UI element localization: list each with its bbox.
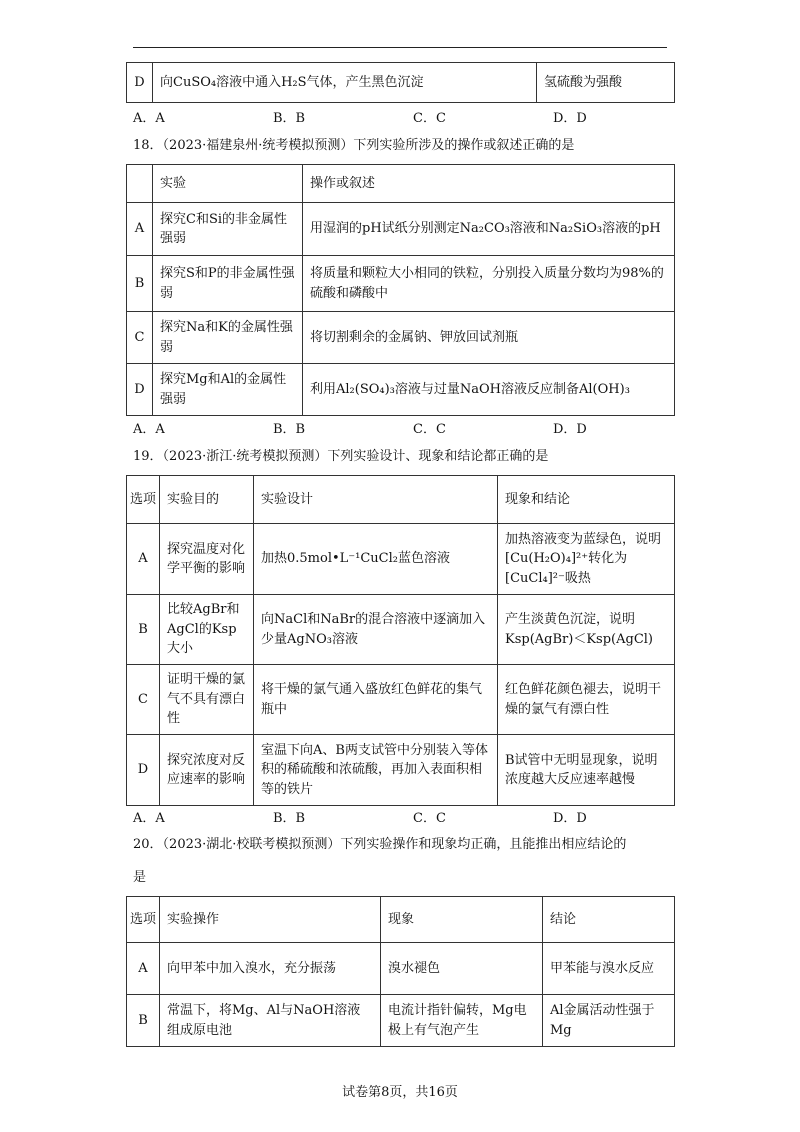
- design: 加热0.5mol•L⁻¹CuCl₂蓝色溶液: [254, 524, 498, 595]
- table-row: [127, 665, 675, 735]
- conclusion: 甲苯能与溴水反应: [543, 943, 675, 995]
- table-row: [127, 312, 675, 364]
- option-c[interactable]: C．C: [413, 811, 446, 826]
- purpose: 探究温度对化学平衡的影响: [160, 524, 254, 595]
- option-c[interactable]: C．C: [413, 422, 446, 437]
- option-b[interactable]: B．B: [273, 811, 306, 826]
- result: 产生淡黄色沉淀，说明Ksp(AgBr)＜Ksp(AgCl): [498, 595, 675, 665]
- option-b[interactable]: B．B: [273, 111, 306, 126]
- row-label: A: [127, 524, 160, 595]
- page-footer: 试卷第8页，共16页: [342, 1085, 458, 1100]
- design: 向NaCl和NaBr的混合溶液中逐滴加入少量AgNO₃溶液: [254, 595, 498, 665]
- purpose: 证明干燥的氯气不具有漂白性: [160, 665, 254, 735]
- header-design: 实验设计: [254, 476, 498, 524]
- option-a[interactable]: A．A: [133, 811, 165, 826]
- design: 室温下向A、B两支试管中分别装入等体积的稀硫酸和浓硫酸，再加入表面积相等的铁片: [254, 735, 498, 806]
- option-d[interactable]: D．D: [553, 422, 587, 437]
- table-row: [127, 364, 675, 416]
- row-label: D: [127, 63, 153, 103]
- operation: 利用Al₂(SO₄)₃溶液与过量NaOH溶液反应制备Al(OH)₃: [303, 364, 675, 416]
- operation: 将切割剩余的金属钠、钾放回试剂瓶: [303, 312, 675, 364]
- purpose: 比较AgBr和AgCl的Ksp大小: [160, 595, 254, 665]
- header-result: 现象和结论: [498, 476, 675, 524]
- table-header-row: [127, 897, 675, 943]
- operation: 用湿润的pH试纸分别测定Na₂CO₃溶液和Na₂SiO₃溶液的pH: [303, 203, 675, 256]
- operation: 向甲苯中加入溴水，充分振荡: [160, 943, 381, 995]
- header-conclusion: 结论: [543, 897, 675, 943]
- experiment: 探究Na和K的金属性强弱: [153, 312, 303, 364]
- header-phenomenon: 现象: [381, 897, 543, 943]
- table-row: [127, 943, 675, 995]
- table-row: [127, 524, 675, 595]
- table-row: [127, 203, 675, 256]
- result: B试管中无明显现象，说明浓度越大反应速率越慢: [498, 735, 675, 806]
- header-option: 选项: [127, 476, 160, 524]
- operation: 将质量和颗粒大小相同的铁粒，分别投入质量分数均为98%的硫酸和磷酸中: [303, 256, 675, 312]
- table-header-row: [127, 165, 675, 203]
- phenomenon: 电流计指针偏转，Mg电极上有气泡产生: [381, 995, 543, 1047]
- option-c[interactable]: C．C: [413, 111, 446, 126]
- table-row: [127, 735, 675, 806]
- conclusion: 氢硫酸为强酸: [537, 63, 675, 103]
- row-label: B: [127, 595, 160, 665]
- table-row: [127, 256, 675, 312]
- experiment-design: 向CuSO₄溶液中通入H₂S气体，产生黑色沉淀: [153, 63, 537, 103]
- row-label: A: [127, 203, 153, 256]
- row-label: A: [127, 943, 160, 995]
- experiment: 探究S和P的非金属性强弱: [153, 256, 303, 312]
- row-label: C: [127, 312, 153, 364]
- row-label: B: [127, 995, 160, 1047]
- purpose: 探究浓度对反应速率的影响: [160, 735, 254, 806]
- header-experiment: 实验: [153, 165, 303, 203]
- result: 红色鲜花颜色褪去，说明干燥的氯气有漂白性: [498, 665, 675, 735]
- header-operation: 操作或叙述: [303, 165, 675, 203]
- header-purpose: 实验目的: [160, 476, 254, 524]
- question-19-table: [126, 475, 675, 806]
- page-top-rule: [133, 47, 667, 48]
- row-label: D: [127, 735, 160, 806]
- header-operation: 实验操作: [160, 897, 381, 943]
- experiment: 探究C和Si的非金属性强弱: [153, 203, 303, 256]
- table-row: [127, 63, 675, 103]
- option-d[interactable]: D．D: [553, 811, 587, 826]
- header-blank: [127, 165, 153, 203]
- option-b[interactable]: B．B: [273, 422, 306, 437]
- table-header-row: [127, 476, 675, 524]
- option-a[interactable]: A．A: [133, 422, 165, 437]
- row-label: D: [127, 364, 153, 416]
- prev-question-table: [126, 62, 675, 103]
- operation: 常温下，将Mg、Al与NaOH溶液组成原电池: [160, 995, 381, 1047]
- row-label: C: [127, 665, 160, 735]
- result: 加热溶液变为蓝绿色，说明[Cu(H₂O)₄]²⁺转化为[CuCl₄]²⁻吸热: [498, 524, 675, 595]
- option-d[interactable]: D．D: [553, 111, 587, 126]
- question-20-stem: 20．（2023·湖北·校联考模拟预测）下列实验操作和现象均正确，且能推出相应结论的: [133, 837, 627, 852]
- table-row: [127, 995, 675, 1047]
- question-20-stem-cont: 是: [133, 870, 147, 885]
- experiment: 探究Mg和Al的金属性强弱: [153, 364, 303, 416]
- phenomenon: 溴水褪色: [381, 943, 543, 995]
- table-row: [127, 595, 675, 665]
- question-18-table: [126, 164, 675, 416]
- option-a[interactable]: A．A: [133, 111, 165, 126]
- conclusion: Al金属活动性强于Mg: [543, 995, 675, 1047]
- question-19-stem: 19．（2023·浙江·统考模拟预测）下列实验设计、现象和结论都正确的是: [133, 449, 549, 464]
- question-20-table: [126, 896, 675, 1047]
- header-option: 选项: [127, 897, 160, 943]
- question-18-stem: 18．（2023·福建泉州·统考模拟预测）下列实验所涉及的操作或叙述正确的是: [133, 138, 575, 153]
- design: 将干燥的氯气通入盛放红色鲜花的集气瓶中: [254, 665, 498, 735]
- row-label: B: [127, 256, 153, 312]
